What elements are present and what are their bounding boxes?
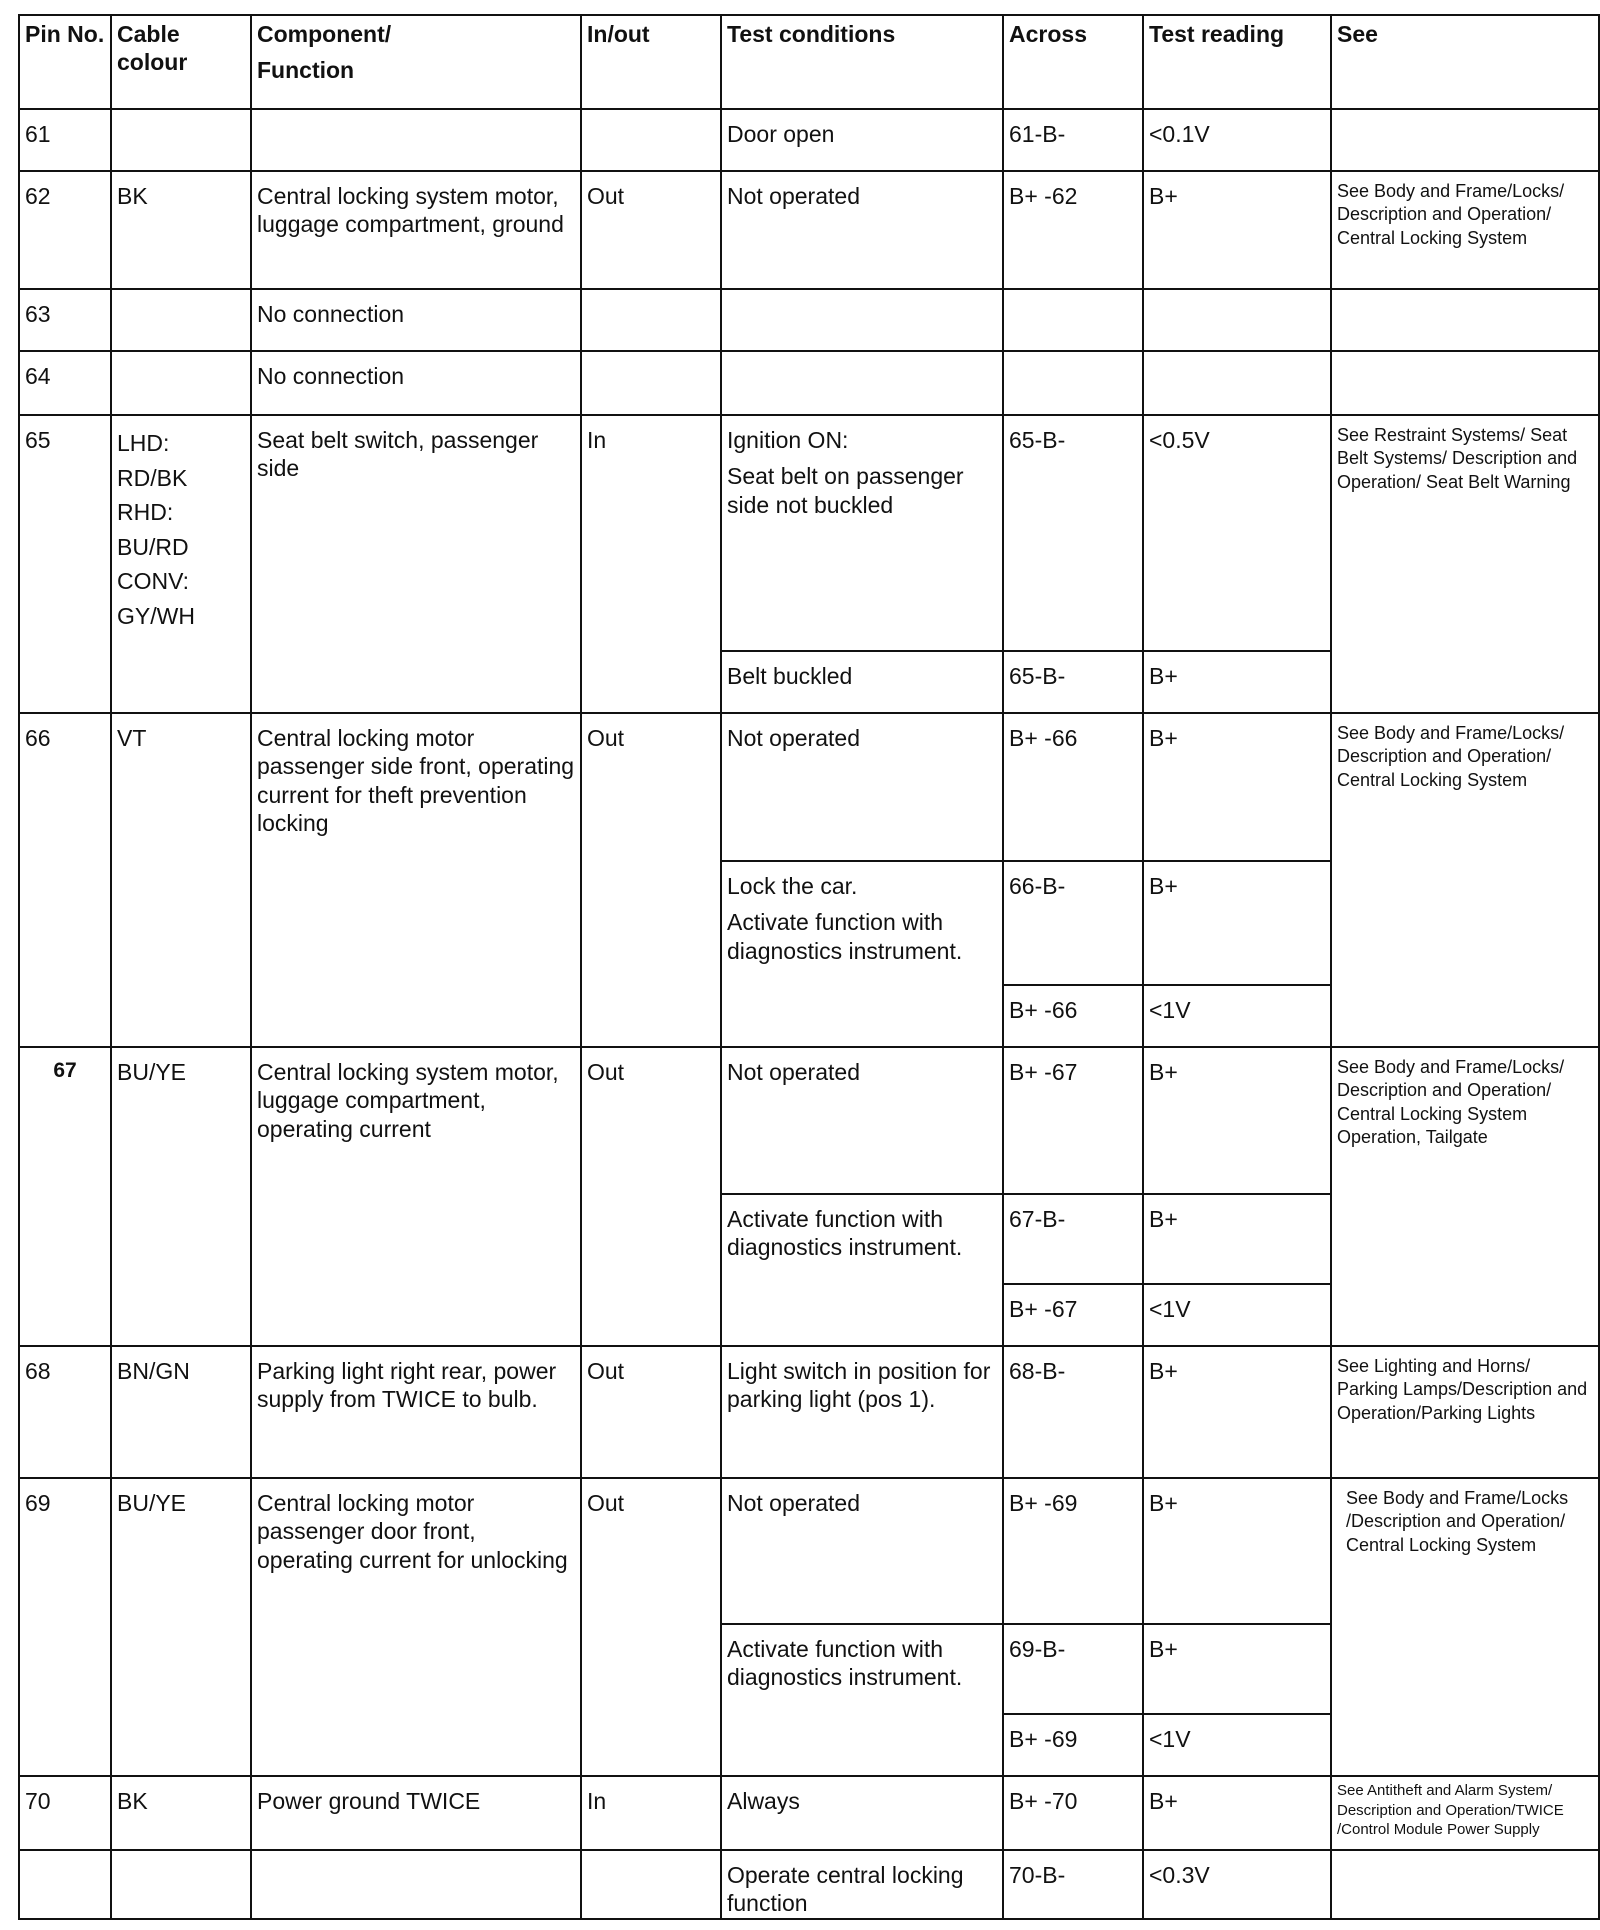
cable-colour: [111, 351, 251, 415]
test-condition: Belt buckled: [721, 651, 1003, 713]
across: B+ -69: [1003, 1478, 1143, 1624]
header-across: Across: [1003, 15, 1143, 109]
in-out: Out: [581, 713, 721, 1047]
test-reading: <0.3V: [1143, 1850, 1331, 1919]
component-function: No connection: [251, 289, 581, 351]
see-reference: See Body and Frame/Locks/ Description and Operation/ Central Locking System: [1331, 713, 1599, 1047]
cable-colour: [111, 109, 251, 171]
in-out: Out: [581, 1478, 721, 1776]
cable-colour: [111, 1850, 251, 1919]
pin-test-table: [18, 14, 1600, 1920]
table-row: [19, 109, 1599, 171]
see-reference: See Restraint Systems/ Seat Belt Systems/ Description and Operation/ Seat Belt Warning: [1331, 415, 1599, 713]
header-see: See: [1331, 15, 1599, 109]
cable-colour: BK: [111, 171, 251, 289]
cable-colour: BK: [111, 1776, 251, 1850]
test-reading: B+: [1143, 1624, 1331, 1714]
component-function: Central locking system motor, luggage compartment, ground: [251, 171, 581, 289]
test-condition: [721, 415, 1003, 651]
test-reading: B+: [1143, 713, 1331, 861]
across: B+ -66: [1003, 713, 1143, 861]
table-row: [19, 1478, 1599, 1624]
component-function: [251, 1850, 581, 1919]
component-function: Central locking motor passenger side front, operating current for theft prevention locking: [251, 713, 581, 1047]
test-condition: Operate central locking function: [721, 1850, 1003, 1919]
header-cable-colour: [111, 15, 251, 109]
in-out: In: [581, 1776, 721, 1850]
cable-colour-line: RD/BK: [117, 464, 188, 491]
pin-number: 69: [19, 1478, 111, 1776]
test-condition: Not operated: [721, 1478, 1003, 1624]
header-component-line-1: Component/: [257, 21, 392, 47]
component-function: No connection: [251, 351, 581, 415]
table-row: [19, 171, 1599, 289]
test-reading: B+: [1143, 1047, 1331, 1194]
pin-number: 64: [19, 351, 111, 415]
test-condition-line: Lock the car.: [727, 873, 858, 899]
cable-colour-line: GY/WH: [117, 602, 195, 629]
header-test-reading: Test reading: [1143, 15, 1331, 109]
pin-number: 65: [19, 415, 111, 713]
component-function: Seat belt switch, passenger side: [251, 415, 581, 713]
table-row: [19, 289, 1599, 351]
across: 68-B-: [1003, 1346, 1143, 1478]
see-reference: [1331, 351, 1599, 415]
component-function: Central locking motor passenger door front, operating current for unlocking: [251, 1478, 581, 1776]
pin-number: 67: [19, 1047, 111, 1346]
see-reference: See Lighting and Horns/ Parking Lamps/Description and Operation/Parking Lights: [1331, 1346, 1599, 1478]
header-component: [251, 15, 581, 109]
component-function: Parking light right rear, power supply from TWICE to bulb.: [251, 1346, 581, 1478]
cable-colour: BU/YE: [111, 1478, 251, 1776]
see-reference: [1331, 1850, 1599, 1919]
component-function: [251, 109, 581, 171]
test-reading: B+: [1143, 171, 1331, 289]
see-reference: See Body and Frame/Locks/ Description and Operation/ Central Locking System: [1331, 171, 1599, 289]
in-out: Out: [581, 171, 721, 289]
cable-colour: BU/YE: [111, 1047, 251, 1346]
test-reading: <0.1V: [1143, 109, 1331, 171]
table-header-row: [19, 15, 1599, 109]
pin-number: 62: [19, 171, 111, 289]
test-condition: Not operated: [721, 1047, 1003, 1194]
test-condition-line: Seat belt on passenger side not buckled: [727, 463, 964, 518]
table-row: [19, 1047, 1599, 1194]
in-out: Out: [581, 1346, 721, 1478]
header-test-conditions: Test conditions: [721, 15, 1003, 109]
test-reading: <1V: [1143, 1284, 1331, 1346]
test-reading: B+: [1143, 861, 1331, 985]
across: 65-B-: [1003, 415, 1143, 651]
line-gap: [727, 900, 997, 908]
cable-colour-line: LHD:: [117, 430, 170, 456]
see-reference: [1331, 109, 1599, 171]
see-reference: See Antitheft and Alarm System/ Description and Operation/TWICE /Control Module Power Supply: [1331, 1776, 1599, 1850]
across: B+ -62: [1003, 171, 1143, 289]
across: 66-B-: [1003, 861, 1143, 985]
test-condition: Activate function with diagnostics instrument.: [721, 1624, 1003, 1776]
table-row: [19, 1850, 1599, 1919]
cable-colour-line: CONV:: [117, 568, 189, 594]
test-condition: Light switch in position for parking light (pos 1).: [721, 1346, 1003, 1478]
header-component-line-2: Function: [257, 57, 355, 84]
test-reading: B+: [1143, 651, 1331, 713]
cable-colour: [111, 415, 251, 713]
table-row: [19, 351, 1599, 415]
see-reference: [1331, 289, 1599, 351]
test-condition: Not operated: [721, 713, 1003, 861]
pin-number: 63: [19, 289, 111, 351]
table-row: [19, 415, 1599, 651]
line-gap: [727, 454, 997, 462]
across: 70-B-: [1003, 1850, 1143, 1919]
in-out: In: [581, 415, 721, 713]
pin-number: 68: [19, 1346, 111, 1478]
header-cable-line-1: Cable: [117, 21, 180, 47]
across: 61-B-: [1003, 109, 1143, 171]
table-row: [19, 1346, 1599, 1478]
cable-colour: VT: [111, 713, 251, 1047]
header-pin: Pin No.: [19, 15, 111, 109]
test-reading: [1143, 289, 1331, 351]
across: B+ -67: [1003, 1284, 1143, 1346]
in-out: [581, 351, 721, 415]
across: B+ -70: [1003, 1776, 1143, 1850]
test-condition: Door open: [721, 109, 1003, 171]
test-reading: B+: [1143, 1346, 1331, 1478]
across: [1003, 289, 1143, 351]
test-reading: <1V: [1143, 985, 1331, 1047]
see-reference: See Body and Frame/Locks /Description and Operation/ Central Locking System: [1331, 1478, 1599, 1776]
test-condition: [721, 861, 1003, 1047]
in-out: [581, 1850, 721, 1919]
pin-number: 70: [19, 1776, 111, 1850]
across: [1003, 351, 1143, 415]
header-in-out: In/out: [581, 15, 721, 109]
test-condition: [721, 351, 1003, 415]
test-reading: [1143, 351, 1331, 415]
pin-number: 66: [19, 713, 111, 1047]
across: B+ -69: [1003, 1714, 1143, 1776]
across: 69-B-: [1003, 1624, 1143, 1714]
across: 67-B-: [1003, 1194, 1143, 1284]
across: B+ -66: [1003, 985, 1143, 1047]
test-condition: [721, 289, 1003, 351]
test-reading: B+: [1143, 1478, 1331, 1624]
test-reading: <0.5V: [1143, 415, 1331, 651]
component-function: Power ground TWICE: [251, 1776, 581, 1850]
table-row: [19, 713, 1599, 861]
cable-colour: [111, 289, 251, 351]
cable-colour-line: RHD:: [117, 499, 174, 525]
test-reading: B+: [1143, 1776, 1331, 1850]
across: 65-B-: [1003, 651, 1143, 713]
test-reading: B+: [1143, 1194, 1331, 1284]
cable-colour-line: BU/RD: [117, 533, 189, 560]
component-function: Central locking system motor, luggage compartment, operating current: [251, 1047, 581, 1346]
in-out: [581, 109, 721, 171]
in-out: [581, 289, 721, 351]
pin-number: 61: [19, 109, 111, 171]
test-condition-line: Ignition ON:: [727, 427, 849, 453]
see-reference: See Body and Frame/Locks/ Description and Operation/ Central Locking System Operation, Tailgate: [1331, 1047, 1599, 1346]
test-condition: Always: [721, 1776, 1003, 1850]
header-cable-line-2: colour: [117, 49, 188, 76]
across: B+ -67: [1003, 1047, 1143, 1194]
test-condition: Not operated: [721, 171, 1003, 289]
test-condition-line: Activate function with diagnostics instrument.: [727, 909, 963, 964]
test-condition: Activate function with diagnostics instrument.: [721, 1194, 1003, 1346]
cable-colour: BN/GN: [111, 1346, 251, 1478]
in-out: Out: [581, 1047, 721, 1346]
pin-number: [19, 1850, 111, 1919]
test-reading: <1V: [1143, 1714, 1331, 1776]
table-row: [19, 1776, 1599, 1850]
